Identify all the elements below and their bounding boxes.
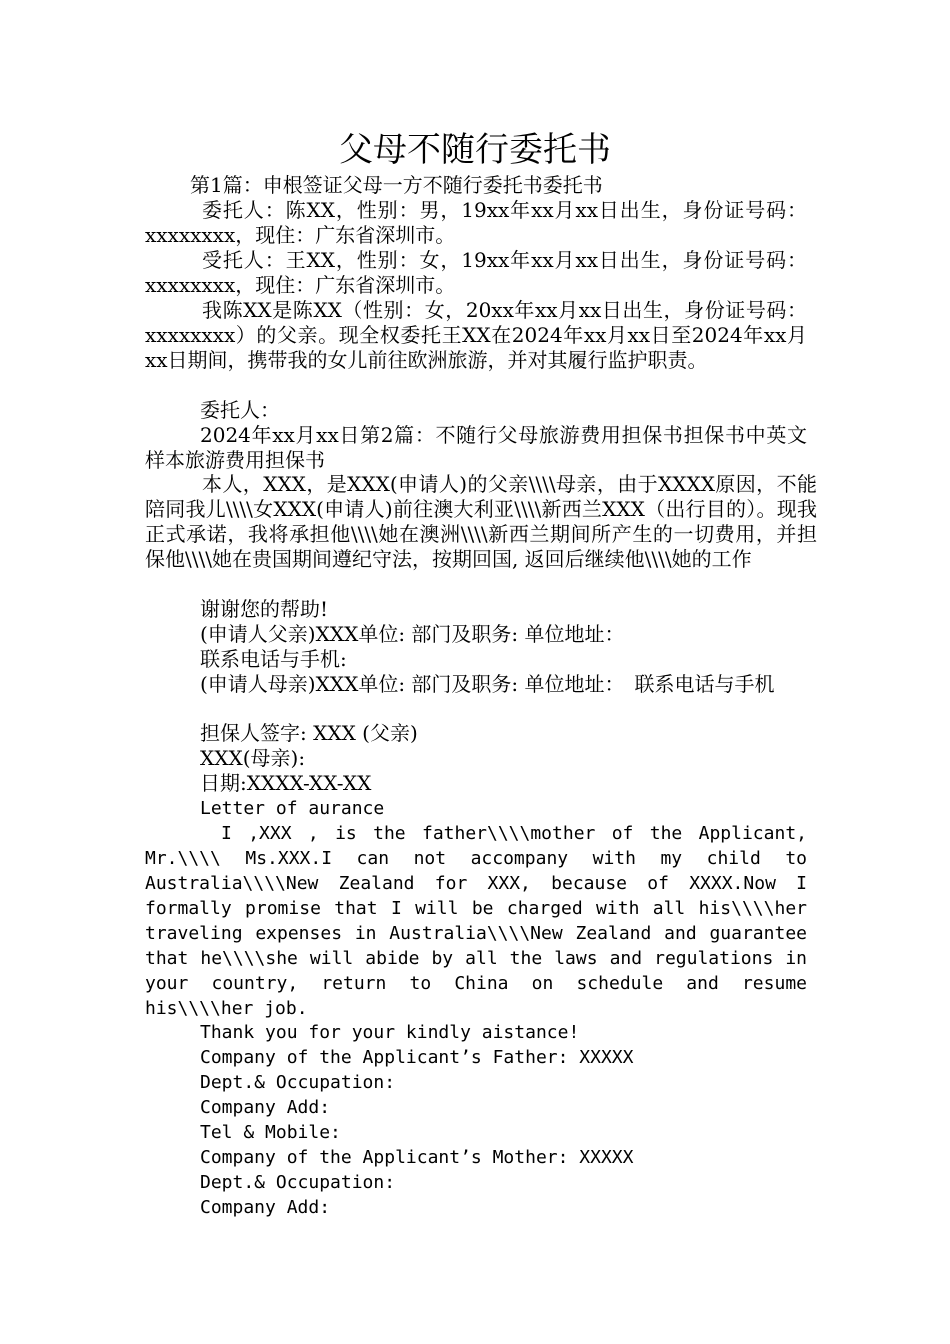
english-heading: Letter of aurance [200, 798, 385, 819]
father-phone-line: 联系电话与手机: [200, 647, 347, 671]
date-and-section2-heading: 2024年xx月xx日第2篇：不随行父母旅游费用担保书担保书中英文样本旅游费用担保书 [145, 423, 807, 472]
father-tel-line: Tel & Mobile: [200, 1122, 341, 1143]
principal-paragraph: 委托人：陈XX，性别：男，19xx年xx月xx日出生，身份证号码：xxxxxxxx，现住：广东省深圳市。 [145, 198, 807, 247]
document-title: 父母不随行委托书 [339, 130, 611, 170]
agent-paragraph: 受托人：王XX，性别：女，19xx年xx月xx日出生，身份证号码：xxxxxxxx，现住：广东省深圳市。 [145, 248, 807, 297]
father-dept-line: Dept.& Occupation: [200, 1072, 396, 1093]
section1-heading: 第1篇：申根签证父母一方不随行委托书委托书 [190, 173, 603, 197]
english-body-paragraph: I ,XXX , is the father\\\\mother of the Applicant, Mr.\\\\ Ms.XXX.I can not accompany with my child to Australia\\\\New Zealand for XXX, because of XXXX.Now I formally promise that I will be charged with all his\\\\her traveling expenses in Australia\\\\New Zealand and guarantee that he\\\\she will abide by all the laws and regulations in your country, return to China on schedule and resume his\\\\her job. [145, 823, 807, 1019]
thanks-line: 谢谢您的帮助! [200, 597, 329, 621]
guarantee-paragraph: 本人，XXX，是XXX(申请人)的父亲\\\\母亲，由于XXXX原因，不能陪同我儿\\\\女XXX(申请人)前往澳大利亚\\\\新西兰XXX（出行目的）。现我正式承诺，我将承担他\\\\她在澳洲\\\\新西兰期间所产生的一切费用，并担保他\\\\她在贵国期间遵纪守法，按期回国, 返回后继续他\\\\她的工作 [145, 472, 817, 571]
mother-address-line: Company Add: [200, 1197, 331, 1218]
mother-company-line: Company of the Applicant’s Mother: XXXXX [200, 1147, 634, 1168]
mother-info-line: (申请人母亲)XXX单位: 部门及职务: 单位地址： 联系电话与手机 [200, 672, 775, 696]
principal-signature-line: 委托人： [200, 398, 280, 422]
english-thanks-line: Thank you for your kindly aistance! [200, 1022, 580, 1043]
father-company-line: Company of the Applicant’s Father: XXXXX [200, 1047, 634, 1068]
guarantor-signature-line: 担保人签字: XXX (父亲) [200, 721, 418, 745]
authorization-paragraph: 我陈XX是陈XX（性别：女，20xx年xx月xx日出生，身份证号码：xxxxxxxx）的父亲。现全权委托王XX在2024年xx月xx日至2024年xx月xx日期间，携带我的女儿前往欧洲旅游，并对其履行监护职责。 [145, 298, 807, 372]
mother-dept-line: Dept.& Occupation: [200, 1172, 396, 1193]
father-address-line: Company Add: [200, 1097, 331, 1118]
mother-signature-line: XXX(母亲): [200, 746, 306, 770]
date-line: 日期:XXXX-XX-XX [200, 771, 372, 795]
father-info-line: (申请人父亲)XXX单位: 部门及职务: 单位地址： [200, 622, 625, 646]
